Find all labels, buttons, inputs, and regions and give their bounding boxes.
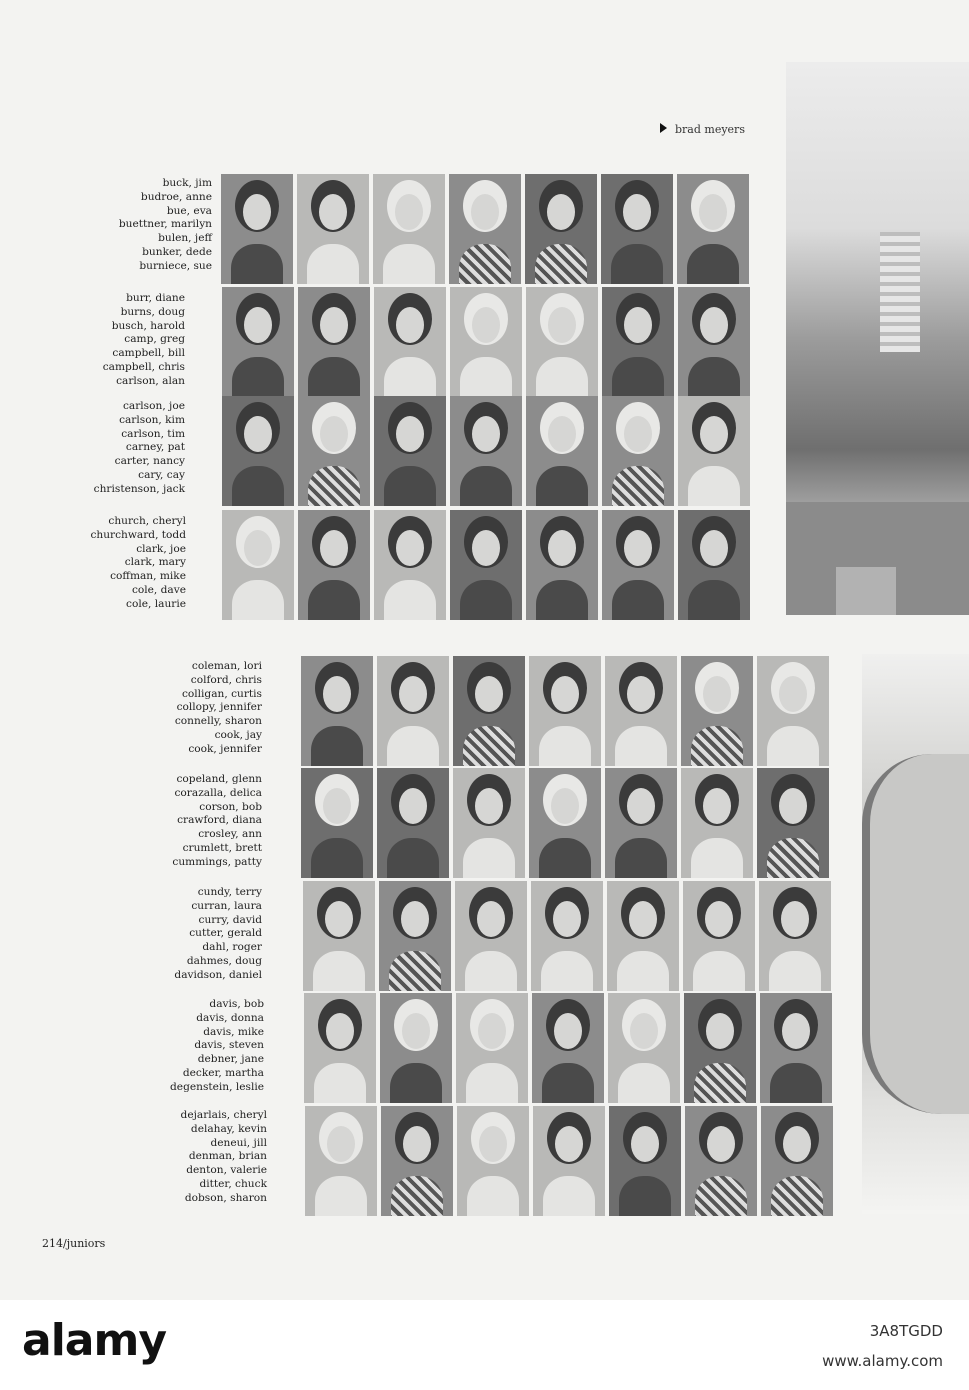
student-name: churchward, todd: [90, 528, 186, 541]
watermark-logo: alamy: [22, 1315, 166, 1366]
student-name: clark, mary: [124, 556, 186, 569]
student-portrait: [526, 396, 598, 506]
student-name: bue, eva: [166, 204, 212, 217]
page-folio: 214/juniors: [42, 1237, 106, 1250]
student-portrait: [526, 287, 598, 397]
student-name: bunker, dede: [142, 245, 212, 258]
student-portrait: [450, 510, 522, 620]
student-portrait: [602, 510, 674, 620]
student-name: busch, harold: [111, 319, 185, 332]
student-portrait: [374, 510, 446, 620]
student-portrait: [525, 174, 597, 284]
caption-arrow-icon: [660, 123, 667, 133]
student-name: campbell, chris: [102, 360, 185, 373]
student-name: colford, chris: [190, 673, 262, 686]
student-portrait: [529, 656, 601, 766]
student-name: cundy, terry: [197, 886, 262, 898]
student-portrait: [533, 1106, 605, 1216]
student-portrait: [377, 768, 449, 878]
student-portrait: [678, 396, 750, 506]
student-name: deneui, jill: [210, 1136, 267, 1149]
student-name: carlson, kim: [119, 413, 185, 426]
portrait-row: [301, 656, 829, 766]
candid-photo-cafeteria: [786, 62, 969, 615]
student-name: corson, bob: [199, 800, 262, 813]
student-name: denton, valerie: [186, 1164, 267, 1177]
candid-photo-closeup: [862, 654, 969, 1214]
student-name: colligan, curtis: [181, 687, 262, 700]
student-portrait: [456, 993, 528, 1103]
photo-detail: [880, 232, 920, 352]
student-portrait: [529, 768, 601, 878]
portrait-row: [222, 510, 750, 620]
student-portrait: [303, 881, 375, 991]
student-name: carney, pat: [125, 441, 185, 454]
student-name: cole, dave: [131, 583, 186, 596]
portrait-row: [303, 881, 831, 991]
student-portrait: [304, 993, 376, 1103]
student-portrait: [221, 174, 293, 284]
student-name: cook, jennifer: [188, 742, 262, 755]
student-portrait: [374, 287, 446, 397]
student-portrait: [683, 881, 755, 991]
student-name: cary, cay: [138, 468, 185, 481]
name-list: [90, 515, 186, 612]
portrait-row: [222, 396, 750, 506]
student-name: curry, david: [198, 913, 262, 926]
student-portrait: [453, 768, 525, 878]
student-portrait: [298, 396, 370, 506]
student-name: dejarlais, cheryl: [180, 1109, 267, 1121]
student-name: church, cheryl: [108, 515, 186, 527]
student-portrait: [757, 768, 829, 878]
student-portrait: [678, 510, 750, 620]
student-name: corazalla, delica: [174, 786, 262, 799]
student-portrait: [457, 1106, 529, 1216]
student-name: clark, joe: [136, 542, 186, 555]
student-name: davis, steven: [194, 1039, 264, 1052]
student-portrait: [449, 174, 521, 284]
student-name: ditter, chuck: [199, 1177, 267, 1190]
student-name: buettner, marilyn: [118, 218, 212, 231]
student-name: crumlett, brett: [182, 841, 262, 854]
portrait-row: [305, 1106, 833, 1216]
student-portrait: [759, 881, 831, 991]
student-portrait: [453, 656, 525, 766]
student-name: cole, laurie: [126, 597, 186, 610]
student-portrait: [298, 287, 370, 397]
student-portrait: [677, 174, 749, 284]
student-portrait: [609, 1106, 681, 1216]
student-portrait: [298, 510, 370, 620]
portrait-row: [301, 768, 829, 878]
watermark-image-id: 3A8TGDD: [869, 1322, 943, 1340]
student-name: davis, mike: [203, 1025, 264, 1038]
photo-caption: [660, 123, 745, 136]
watermark-url: www.alamy.com: [822, 1352, 943, 1370]
student-name: coffman, mike: [110, 570, 186, 583]
student-portrait: [685, 1106, 757, 1216]
student-portrait: [374, 396, 446, 506]
student-name: camp, greg: [124, 333, 185, 346]
student-name: cummings, patty: [172, 855, 262, 868]
student-name: davis, donna: [196, 1011, 264, 1024]
student-name: crawford, diana: [177, 814, 262, 827]
student-portrait: [380, 993, 452, 1103]
name-list: [119, 177, 212, 274]
student-portrait: [305, 1106, 377, 1216]
student-name: crosley, ann: [198, 828, 262, 841]
student-name: burniece, sue: [139, 259, 212, 272]
student-name: copeland, glenn: [176, 773, 262, 785]
student-portrait: [761, 1106, 833, 1216]
student-portrait: [602, 287, 674, 397]
student-name: buck, jim: [162, 177, 212, 189]
student-portrait: [222, 287, 294, 397]
name-list: [94, 400, 185, 497]
name-list: [172, 773, 262, 870]
student-portrait: [450, 396, 522, 506]
student-portrait: [222, 510, 294, 620]
student-portrait: [526, 510, 598, 620]
student-portrait: [222, 396, 294, 506]
portrait-row: [304, 993, 832, 1103]
student-name: davis, bob: [209, 998, 264, 1010]
student-name: carter, nancy: [114, 455, 185, 468]
student-portrait: [297, 174, 369, 284]
student-name: degenstein, leslie: [170, 1080, 264, 1093]
student-portrait: [602, 396, 674, 506]
photo-detail: [862, 754, 969, 1114]
student-portrait: [760, 993, 832, 1103]
student-name: budroe, anne: [140, 190, 212, 203]
student-name: cutter, gerald: [189, 927, 262, 940]
student-name: decker, martha: [182, 1066, 264, 1079]
student-portrait: [757, 656, 829, 766]
student-name: burns, doug: [120, 305, 185, 318]
student-portrait: [379, 881, 451, 991]
student-portrait: [377, 656, 449, 766]
name-list: [174, 886, 262, 983]
student-name: denman, brian: [188, 1150, 267, 1163]
student-portrait: [532, 993, 604, 1103]
name-list: [170, 998, 264, 1095]
student-portrait: [455, 881, 527, 991]
student-name: delahay, kevin: [190, 1122, 267, 1135]
student-name: davidson, daniel: [174, 968, 262, 981]
student-name: campbell, bill: [112, 347, 185, 360]
student-name: carlson, tim: [121, 427, 185, 440]
student-portrait: [681, 656, 753, 766]
student-portrait: [450, 287, 522, 397]
student-name: dahmes, doug: [186, 954, 262, 967]
student-name: coleman, lori: [191, 660, 262, 672]
name-list: [181, 1109, 267, 1206]
student-portrait: [301, 768, 373, 878]
portrait-row: [222, 287, 750, 397]
student-portrait: [681, 768, 753, 878]
student-name: collopy, jennifer: [176, 701, 262, 714]
student-portrait: [601, 174, 673, 284]
student-name: christenson, jack: [93, 482, 185, 495]
student-name: dobson, sharon: [184, 1191, 267, 1204]
student-name: burr, diane: [126, 292, 185, 304]
student-portrait: [678, 287, 750, 397]
student-portrait: [608, 993, 680, 1103]
student-portrait: [381, 1106, 453, 1216]
student-name: carlson, alan: [116, 374, 185, 387]
student-portrait: [301, 656, 373, 766]
student-name: cook, jay: [214, 728, 262, 741]
student-name: dahl, roger: [202, 941, 262, 954]
student-portrait: [605, 656, 677, 766]
student-portrait: [373, 174, 445, 284]
student-name: carlson, joe: [122, 400, 185, 412]
student-portrait: [684, 993, 756, 1103]
student-portrait: [607, 881, 679, 991]
name-list: [175, 660, 262, 757]
student-name: curran, laura: [191, 899, 262, 912]
student-portrait: [531, 881, 603, 991]
portrait-row: [221, 174, 749, 284]
student-name: debner, jane: [197, 1053, 264, 1066]
name-list: [103, 292, 185, 389]
student-portrait: [605, 768, 677, 878]
caption-text: brad meyers: [675, 123, 745, 136]
student-name: bulen, jeff: [158, 232, 212, 245]
photo-detail: [836, 567, 896, 615]
student-name: connelly, sharon: [174, 715, 262, 728]
